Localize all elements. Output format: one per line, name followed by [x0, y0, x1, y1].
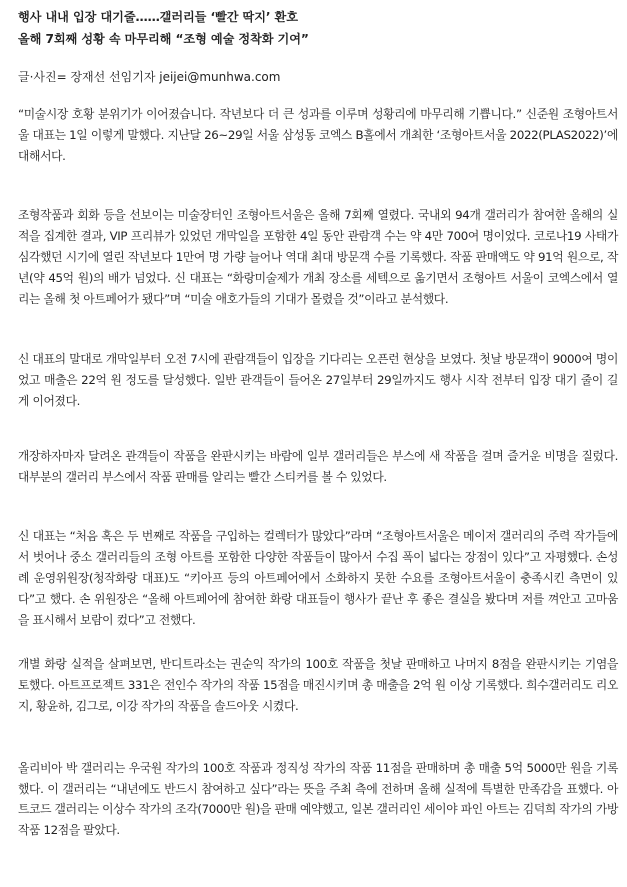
article-paragraph: 신 대표는 “처음 혹은 두 번째로 작품을 구입하는 컬렉터가 많았다”라며 “조형아트서울은 메이저 갤러리의 주력 작가들에서 벗어나 중소 갤러리들의 조형 아트를 포함한 다양한 작품들이 많아서 수집 폭이 넓다는 장점이 있다”고 자평했다. 손성례 운영위원장(청작화랑 대표)도 “키아프 등의 아트페어에서 소화하지 못한 수요를 조형아트서울이 충족시킨 측면이 있다”고 했다. 손 위원장은 “올해 아트페어에 참여한 화랑 대표들이 행사가 끝난 후 좋은 결실을 봤다며 저를 껴안고 고마움을 표시해서 보람이 컸다”고 전했다. — [18, 529, 618, 627]
article-paragraph: 조형작품과 회화 등을 선보이는 미술장터인 조형아트서울은 올해 7회째 열렸다. 국내외 94개 갤러리가 참여한 올해의 실적을 집계한 결과, VIP 프리뷰가 있었던 개막일을 포함한 4일 동안 관람객 수는 약 4만 700여 명이었다. 코로나19 사태가 심각했던 시기에 열린 작년보다 1만여 명 가량 늘어나 역대 최대 방문객 수를 기록했다. 작품 판매액도 약 91억 원으로, 작년(약 45억 원)의 배가 넘었다. 신 대표는 “화랑미술제가 개최 장소를 세텍으로 옮기면서 조형아트 서울이 코엑스에서 열리는 올해 첫 아트페어가 됐다”며 “미술 애호가들의 기대가 몰렸을 것”이라고 분석했다. — [18, 208, 618, 306]
article — [18, 6, 618, 841]
subheading: 올해 7회째 성황 속 마무리해 “조형 예술 정착화 기여” — [18, 32, 309, 46]
subheading: 행사 내내 입장 대기줄……갤러리들 ‘빨간 딱지’ 환호 — [18, 10, 298, 24]
article-paragraph: 개장하자마자 달려온 관객들이 작품을 완판시키는 바람에 일부 갤러리들은 부스에 새 작품을 걸며 즐거운 비명을 질렀다. 대부분의 갤러리 부스에서 작품 판매를 알리는 빨간 스티커를 볼 수 있었다. — [18, 448, 618, 484]
article-paragraph: 개별 화랑 실적을 살펴보면, 반디트라소는 권순익 작가의 100호 작품을 첫날 판매하고 나머지 8점을 완판시키는 기염을 토했다. 아트프로젝트 331은 전인수 작가의 작품 15점을 매진시키며 총 매출을 2억 원 이상 기록했다. 희수갤러리도 리오지, 황윤하, 김그로, 이강 작가의 작품을 솔드아웃 시켰다. — [18, 657, 618, 713]
byline: 글·사진= 장재선 선임기자 jeijei@munhwa.com — [18, 70, 281, 84]
article-paragraph: “미술시장 호황 분위기가 이어졌습니다. 작년보다 더 큰 성과를 이루며 성황리에 마무리해 기쁩니다.” 신준원 조형아트서울 대표는 1일 이렇게 말했다. 지난달 26~29일 서울 삼성동 코엑스 B홀에서 개최한 ‘조형아트서울 2022(PLAS2022)’에 대해서다. — [18, 107, 618, 163]
article-paragraph: 올리비아 박 갤러리는 우국원 작가의 100호 작품과 정직성 작가의 작품 11점을 판매하며 총 매출 5억 5000만 원을 기록했다. 이 갤러리는 “내년에도 반드시 참여하고 싶다”라는 뜻을 주최 측에 전하며 올해 실적에 특별한 만족감을 표했다. 아트코드 갤러리는 이상수 작가의 조각(7000만 원)을 판매 예약했고, 일본 갤러리인 세이야 파인 아트는 김덕희 작가의 가방 작품 12점을 팔았다. — [18, 760, 618, 838]
article-paragraph: 신 대표의 말대로 개막일부터 오전 7시에 관람객들이 입장을 기다리는 오픈런 현상을 보였다. 첫날 방문객이 9000여 명이었고 매출은 22억 원 정도를 달성했다. 일반 관객들이 들어온 27일부터 29일까지도 행사 시작 전부터 입장 대기 줄이 길게 이어졌다. — [18, 352, 618, 408]
